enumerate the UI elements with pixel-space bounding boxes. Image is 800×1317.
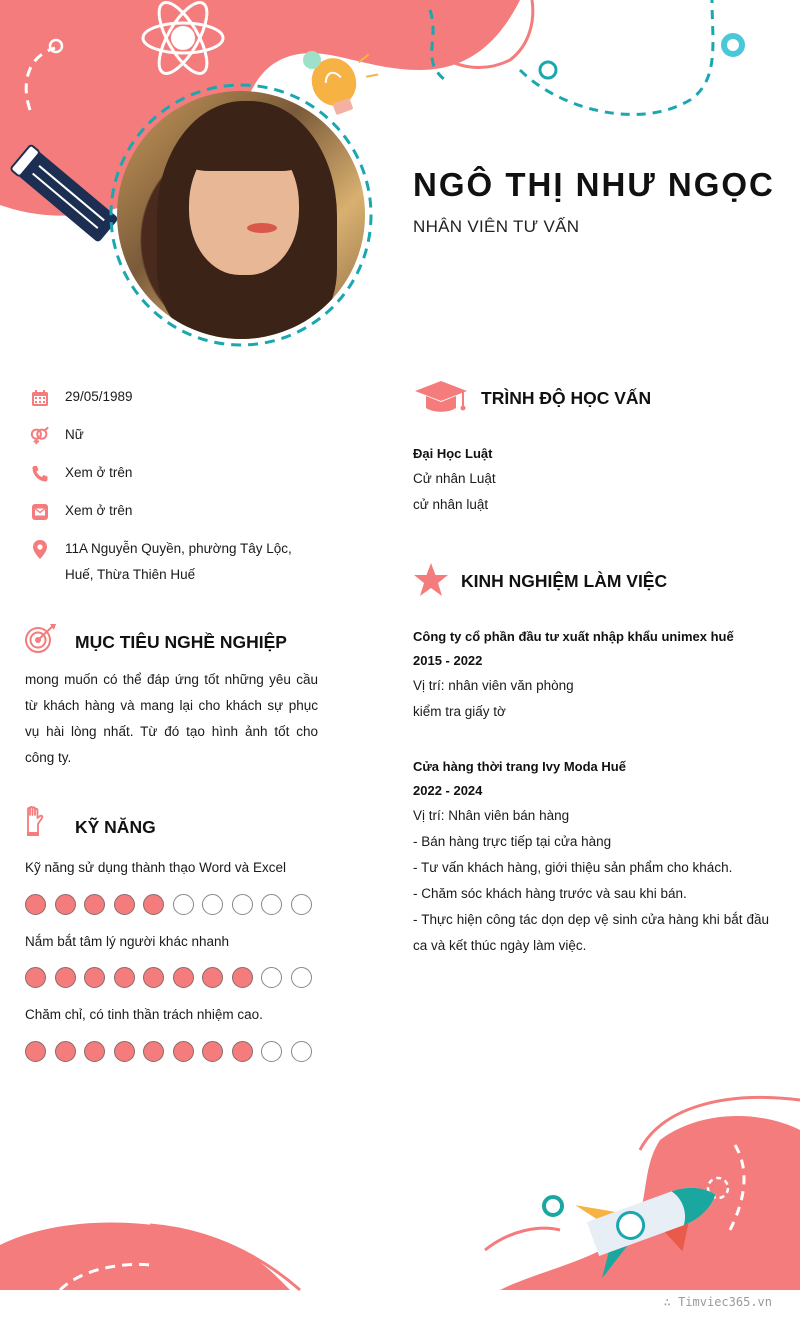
job-company: Cửa hàng thời trang Ivy Moda Huế [413,759,626,774]
phone-icon [30,464,50,484]
rating-dot-filled [202,1041,223,1062]
job-line: - Tư vấn khách hàng, giới thiệu sản phẩm cho khách. [413,860,733,875]
address-text [65,536,292,588]
contact-phone-row [30,464,132,486]
target-icon [24,622,58,661]
skill-label: Chăm chỉ, có tinh thần trách nhiệm cao. [25,1007,263,1022]
job-line: kiểm tra giấy tờ [413,704,506,719]
skill-rating [25,1041,312,1062]
objective-line: vụ hài lòng nhất. Từ đó tạo hình ảnh tốt cho [25,724,318,739]
rating-dot-filled [143,967,164,988]
objective-line: mong muốn có thể đáp ứng tốt những yêu cầu [25,672,318,687]
rating-dot-filled [84,894,105,915]
job-company: Công ty cổ phần đầu tư xuất nhập khẩu unimex huế [413,629,734,644]
rating-dot-filled [232,1041,253,1062]
objective-text [25,667,318,771]
candidate-role: NHÂN VIÊN TƯ VẤN [413,217,580,236]
skills-title: KỸ NĂNG [75,817,156,837]
education-school: Đại Học Luật [413,446,493,461]
phone-text: Xem ở trên [65,465,133,480]
skill-rating [25,894,312,915]
rating-dot-filled [143,894,164,915]
address-line-2: Huế, Thừa Thiên Huế [65,567,196,582]
rating-dot-filled [173,1041,194,1062]
rating-dot-filled [202,967,223,988]
rating-dot-empty [173,894,194,915]
job-line: - Bán hàng trực tiếp tại cửa hàng [413,834,612,849]
rating-dot-empty [261,894,282,915]
graduation-cap-icon [413,380,469,419]
candidate-name: NGÔ THỊ NHƯ NGỌC [413,166,775,203]
experience-title: KINH NGHIỆM LÀM VIỆC [461,571,668,591]
job-line: - Thực hiện công tác dọn dẹp vệ sinh cửa hàng khi bắt đầu ca và kết thúc ngày làm việc. [413,912,769,953]
rating-dot-filled [173,967,194,988]
rating-dot-empty [261,1041,282,1062]
education-degree: Cử nhân Luật [413,471,496,486]
rating-dot-filled [114,1041,135,1062]
address-line-1: 11A Nguyễn Quyền, phường Tây Lộc, [65,541,292,556]
rating-dot-empty [291,1041,312,1062]
objective-title: MỤC TIÊU NGHỀ NGHIỆP [75,632,287,652]
objective-line: từ khách hàng và mang lại cho khách sự phục [25,698,318,713]
rating-dot-filled [55,1041,76,1062]
rating-dot-filled [232,967,253,988]
star-icon [413,562,449,603]
location-icon [30,540,50,560]
rating-dot-empty [232,894,253,915]
contact-gender-row [30,426,84,448]
contact-email-row [30,502,132,524]
rating-dot-filled [55,894,76,915]
site-watermark: ∴ Timviec365.vn [663,1295,772,1309]
contact-address-row [30,540,292,588]
job-line: Vị trí: Nhân viên bán hàng [413,808,570,823]
rating-dot-filled [84,967,105,988]
rating-dot-filled [25,1041,46,1062]
rating-dot-empty [291,967,312,988]
rating-dot-filled [84,1041,105,1062]
rating-dot-empty [261,967,282,988]
rating-dot-filled [114,967,135,988]
education-title: TRÌNH ĐỘ HỌC VẤN [481,388,652,408]
contact-dob-row [30,388,133,410]
skill-rating [25,967,312,988]
objective-line: công ty. [25,750,72,765]
skill-label: Nắm bắt tâm lý người khác nhanh [25,934,229,949]
calendar-icon [30,388,50,408]
profile-photo [108,82,374,348]
job-line: Vị trí: nhân viên văn phòng [413,678,574,693]
fist-icon [24,806,48,843]
job-line: - Chăm sóc khách hàng trước và sau khi bán. [413,886,687,901]
job-description [413,673,769,725]
rating-dot-empty [202,894,223,915]
rating-dot-empty [291,894,312,915]
rating-dot-filled [25,967,46,988]
job-period: 2022 - 2024 [413,783,483,798]
avatar [117,91,365,339]
job-description [413,803,769,959]
education-major: cử nhân luật [413,497,489,512]
rating-dot-filled [143,1041,164,1062]
rating-dot-filled [55,967,76,988]
dob-text: 29/05/1989 [65,389,133,404]
rating-dot-filled [114,894,135,915]
gender-text: Nữ [65,427,84,442]
job-period: 2015 - 2022 [413,653,483,668]
email-icon [30,502,50,522]
email-text: Xem ở trên [65,503,133,518]
skill-label: Kỹ năng sử dụng thành thạo Word và Excel [25,860,286,875]
gender-icon [30,426,50,446]
rating-dot-filled [25,894,46,915]
